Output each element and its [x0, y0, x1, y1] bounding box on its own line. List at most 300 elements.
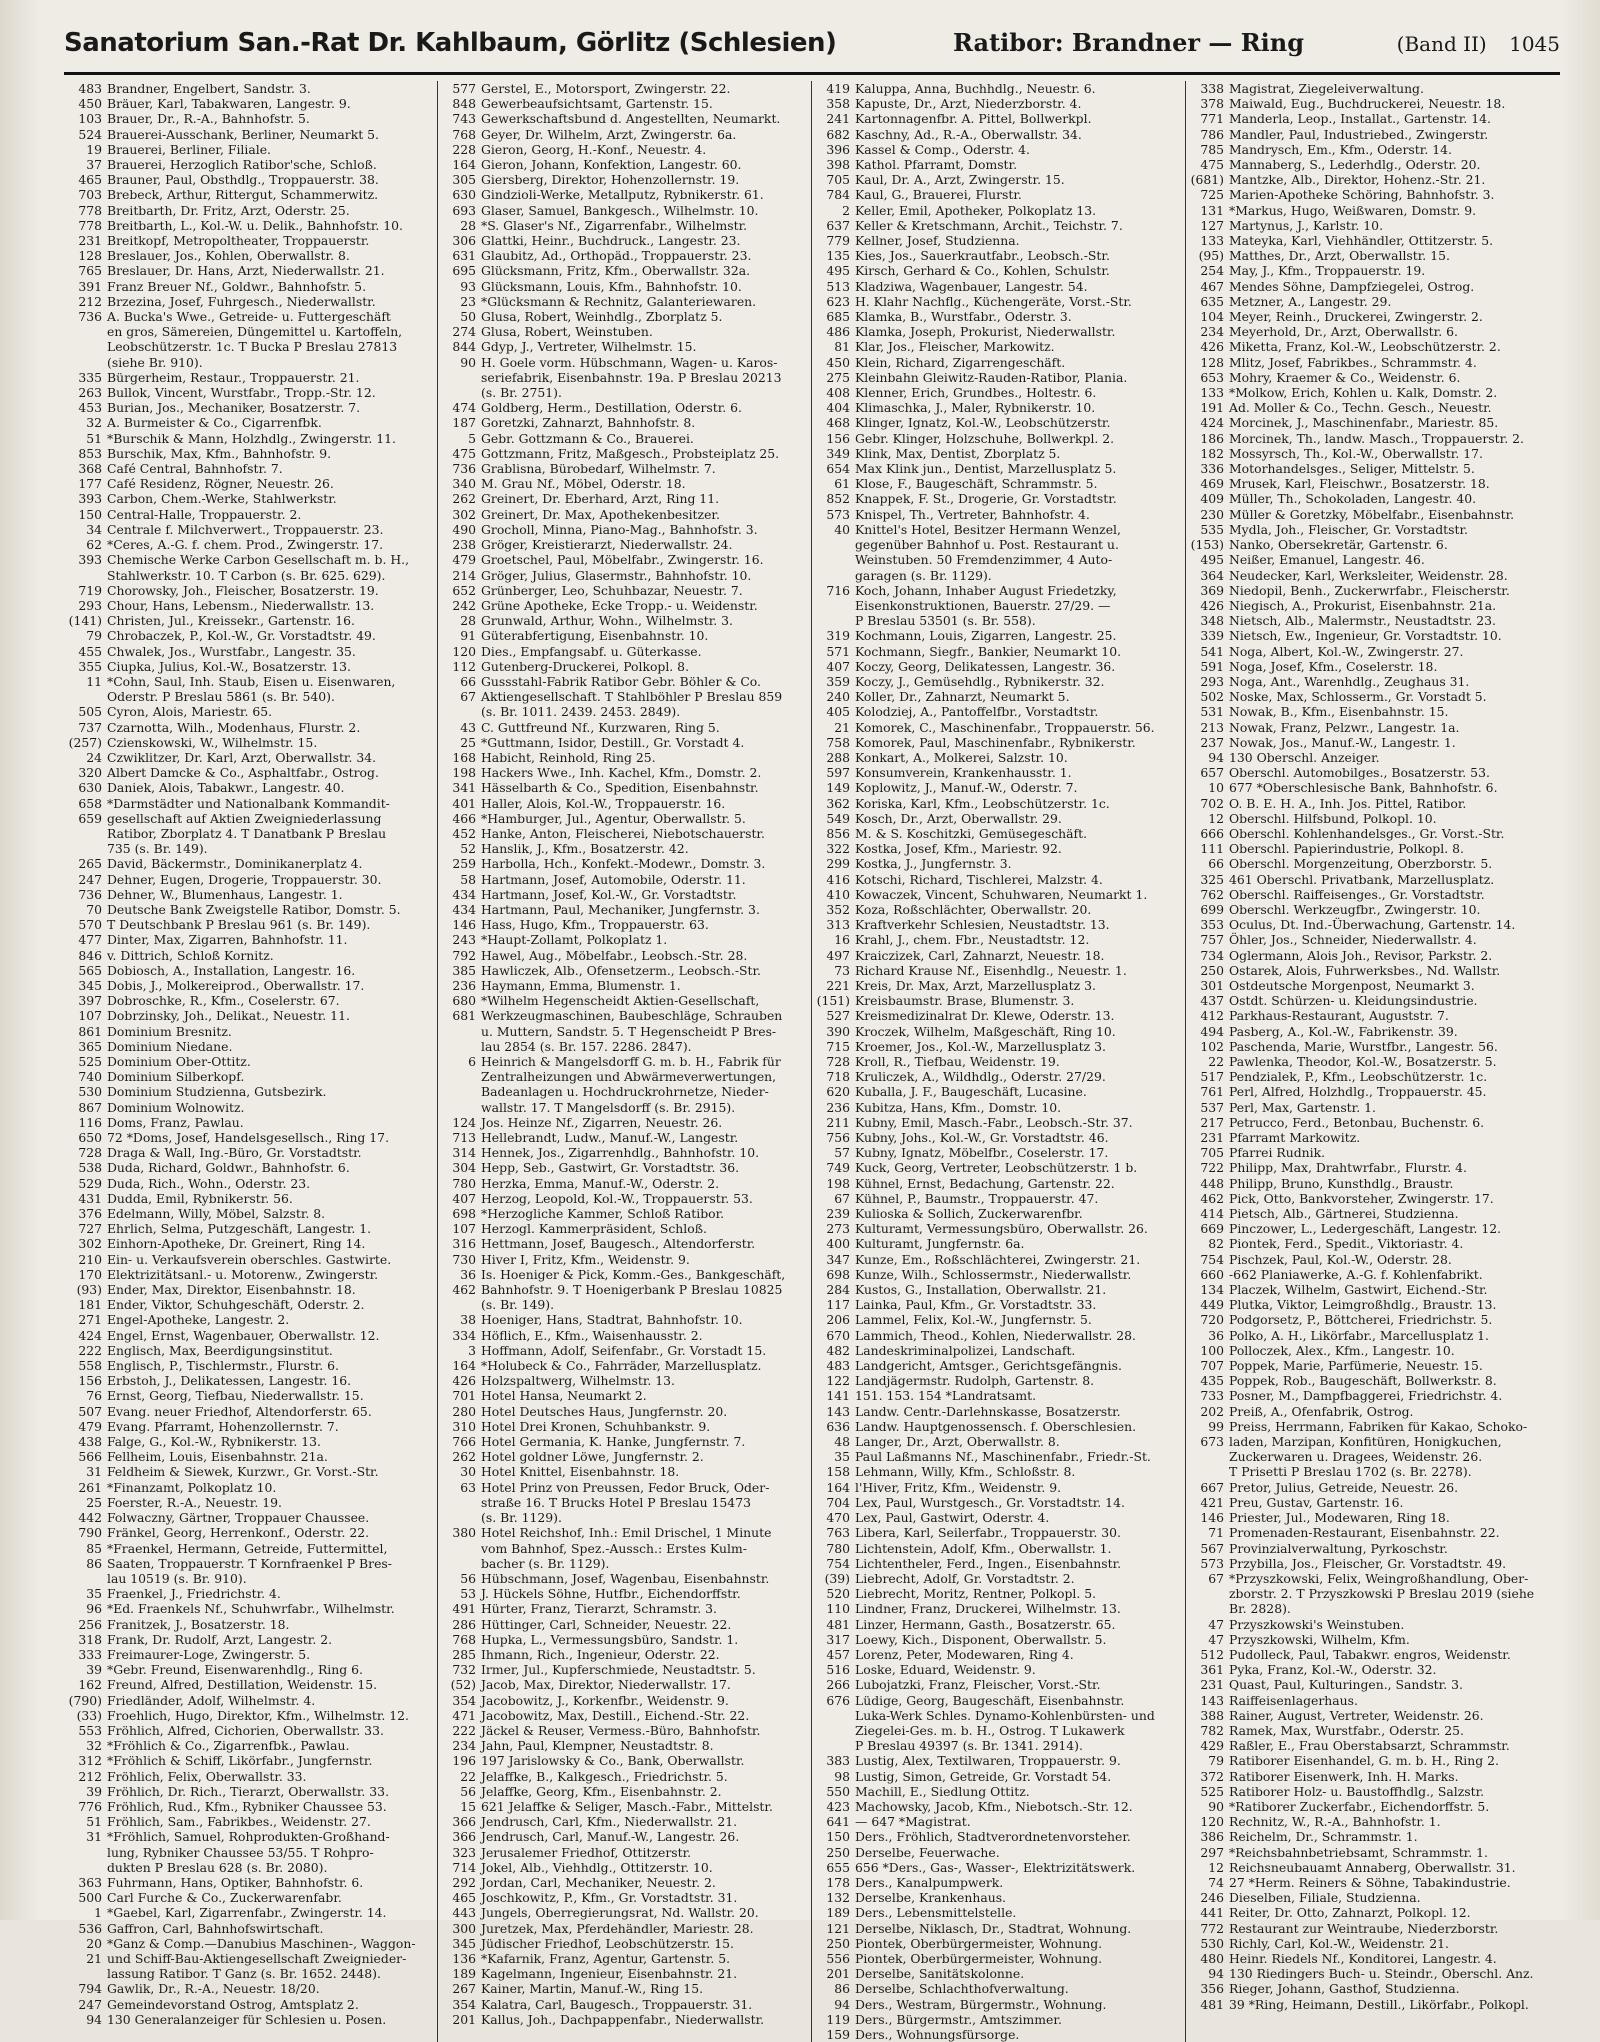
phone-number: 354: [452, 1692, 476, 1708]
directory-entry: [816, 1905, 1179, 1920]
entry-text: Greinert, Dr. Eberhard, Arzt, Ring 11.: [481, 491, 720, 507]
phone-number: 79: [86, 628, 102, 644]
directory-entry: [816, 613, 1179, 628]
phone-number: (93): [76, 1282, 102, 1298]
directory-entry: [68, 1708, 431, 1723]
directory-entry: [816, 735, 1179, 750]
entry-text: Dinter, Max, Zigarren, Bahnhofstr. 11.: [107, 932, 348, 948]
entry-text: Restaurant zur Weintraube, Niederzborstr.: [1229, 1920, 1499, 1936]
entry-text: Nowak, Jos., Manuf.-W., Langestr. 1.: [1229, 734, 1456, 750]
entry-text: Kraftverkehr Schlesien, Neustadtstr. 13.: [855, 917, 1110, 933]
directory-entry: [816, 324, 1179, 339]
directory-entry: [816, 1966, 1179, 1981]
directory-columns: [64, 81, 1560, 2042]
entry-text: Gewerkschaftsbund d. Angestellten, Neumarkt.: [481, 111, 781, 127]
phone-number: 306: [452, 233, 476, 249]
phone-number: 778: [78, 202, 102, 218]
directory-entry: [442, 598, 805, 613]
directory-entry: [816, 1981, 1179, 1996]
directory-entry: [442, 796, 805, 811]
entry-text: Plutka, Viktor, Leimgroßhdlg., Braustr. 13.: [1229, 1297, 1497, 1313]
directory-entry: [816, 1312, 1179, 1327]
phone-number: 52: [460, 841, 476, 857]
entry-text: Hotel Drei Kronen, Schuhbankstr. 9.: [481, 1418, 711, 1434]
directory-entry: [1190, 1541, 1554, 1556]
directory-entry: [68, 339, 431, 354]
phone-number: 636: [826, 1418, 850, 1434]
directory-entry: [68, 1753, 431, 1768]
directory-entry: [442, 1434, 805, 1449]
phone-number: 273: [826, 1221, 850, 1237]
directory-entry: [1190, 765, 1554, 780]
directory-entry: [442, 324, 805, 339]
phone-number: 368: [78, 461, 102, 477]
entry-text: Oderstr. P Breslau 5861 (s. Br. 540).: [107, 689, 335, 705]
entry-text: Grunwald, Arthur, Wohn., Wilhelmstr. 3.: [481, 613, 733, 629]
phone-number: 393: [78, 491, 102, 507]
phone-number: 761: [1200, 1084, 1224, 1100]
entry-text: gegenüber Bahnhof u. Post. Restaurant u.: [855, 537, 1119, 553]
directory-entry: [1190, 1708, 1554, 1723]
directory-entry: [1190, 203, 1554, 218]
entry-text: P Breslau 49397 (s. Br. 1341. 2914).: [855, 1738, 1083, 1754]
entry-text: Metzner, A., Langestr. 29.: [1229, 293, 1392, 309]
entry-text: Czienskowski, W., Wilhelmstr. 15.: [107, 734, 318, 750]
phone-number: 246: [1200, 1890, 1224, 1906]
phone-number: 699: [1200, 901, 1224, 917]
directory-entry: [68, 461, 431, 476]
phone-number: 765: [78, 263, 102, 279]
directory-entry: [442, 1647, 805, 1662]
phone-number: 168: [452, 749, 476, 765]
directory-entry: [68, 978, 431, 993]
phone-number: 362: [826, 795, 850, 811]
phone-number: 40: [834, 521, 850, 537]
directory-entry: [1190, 1236, 1554, 1251]
phone-number: 655: [826, 1859, 850, 1875]
phone-number: 780: [826, 1540, 850, 1556]
directory-entry: [68, 1890, 431, 1905]
directory-entry: [1190, 1662, 1554, 1677]
phone-number: 794: [78, 1981, 102, 1997]
entry-text: Is. Hoeniger & Pick, Komm.-Ges., Bankgeschäft,: [481, 1266, 786, 1282]
phone-number: 43: [460, 719, 476, 735]
phone-number: 67: [834, 1190, 850, 1206]
directory-entry: [1190, 1282, 1554, 1297]
entry-text: Oglermann, Alois Joh., Revisor, Parkstr. 2.: [1229, 947, 1493, 963]
phone-number: 34: [86, 521, 102, 537]
phone-number: 630: [452, 187, 476, 203]
phone-number: 388: [1200, 1707, 1224, 1723]
phone-number: 695: [452, 263, 476, 279]
directory-entry: [816, 674, 1179, 689]
phone-number: 481: [826, 1616, 850, 1632]
phone-number: 67: [460, 689, 476, 705]
directory-entry: [816, 628, 1179, 643]
phone-number: 313: [826, 917, 850, 933]
phone-number: 94: [86, 2011, 102, 2027]
phone-number: 782: [1200, 1722, 1224, 1738]
directory-entry: [1190, 1328, 1554, 1343]
entry-text: Hawliczek, Alb., Ofensetzerm., Leobsch.-Str.: [481, 962, 761, 978]
directory-entry: [442, 963, 805, 978]
entry-text: Central-Halle, Troppauerstr. 2.: [107, 506, 302, 522]
phone-number: 404: [826, 400, 850, 416]
phone-number: 149: [826, 780, 850, 796]
phone-number: 768: [452, 1631, 476, 1647]
entry-text: Harbolla, Hch., Konfekt.-Modewr., Domstr. 3.: [481, 856, 766, 872]
phone-number: 571: [826, 643, 850, 659]
entry-text: Kroemer, Jos., Kol.-W., Marzellusplatz 3.: [855, 1038, 1106, 1054]
phone-number: 673: [1200, 1434, 1224, 1450]
directory-entry: [816, 1373, 1179, 1388]
directory-entry: [442, 704, 805, 719]
directory-entry: [816, 1632, 1179, 1647]
phone-number: 481: [1200, 1996, 1224, 2012]
directory-entry: [442, 1799, 805, 1814]
directory-entry: [816, 142, 1179, 157]
directory-entry: [68, 598, 431, 613]
directory-entry: [68, 1145, 431, 1160]
entry-text: *Darmstädter und Nationalbank Kommandit-: [107, 795, 390, 811]
phone-number: 99: [1208, 1418, 1224, 1434]
directory-entry: [68, 96, 431, 111]
phone-number: 128: [78, 248, 102, 264]
phone-number: 530: [1200, 1935, 1224, 1951]
directory-entry: [68, 1677, 431, 1692]
directory-entry: [816, 1845, 1179, 1860]
directory-entry: [816, 1328, 1179, 1343]
directory-entry: [1190, 1677, 1554, 1692]
entry-text: Goldberg, Herm., Destillation, Oderstr. 6.: [481, 400, 742, 416]
phone-number: 341: [452, 780, 476, 796]
entry-text: Ender, Viktor, Schuhgeschäft, Oderstr. 2.: [107, 1297, 365, 1313]
phone-number: [68, 1571, 107, 1586]
phone-number: [68, 689, 107, 704]
entry-text: l'Hiver, Fritz, Kfm., Weidenstr. 9.: [855, 1479, 1062, 1495]
phone-number: 701: [452, 1388, 476, 1404]
phone-number: 772: [1200, 1920, 1224, 1936]
phone-number: 361: [1200, 1662, 1224, 1678]
phone-number: 386: [1200, 1829, 1224, 1845]
entry-text: M. & S. Koschitzki, Gemüsegeschäft.: [855, 825, 1088, 841]
entry-text: garagen (s. Br. 1129).: [855, 567, 992, 583]
directory-entry: [442, 1921, 805, 1936]
phone-number: 317: [826, 1631, 850, 1647]
directory-entry: [68, 1784, 431, 1799]
entry-text: Kochmann, Louis, Zigarren, Langestr. 25.: [855, 628, 1117, 644]
entry-text: Breitbarth, L., Kol.-W. u. Delik., Bahnhofstr. 10.: [107, 217, 403, 233]
phone-number: 12: [1208, 810, 1224, 826]
entry-text: Noga, Josef, Kfm., Coselerstr. 18.: [1229, 658, 1438, 674]
entry-text: Heinrich & Mangelsdorff G. m. b. H., Fabrik für: [481, 1054, 781, 1069]
phone-number: 682: [826, 126, 850, 142]
entry-text: Klamka, B., Wurstfabr., Oderstr. 3.: [855, 309, 1072, 325]
entry-text: Philipp, Max, Drahtwrfabr., Flurstr. 4.: [1229, 1160, 1467, 1176]
directory-entry: [68, 415, 431, 430]
directory-entry: [1190, 1753, 1554, 1768]
phone-number: 527: [826, 1008, 850, 1024]
entry-text: Jelaffke, Georg, Kfm., Eisenbahnstr. 2.: [481, 1783, 722, 1799]
phone-number: 275: [826, 369, 850, 385]
entry-text: Franz Breuer Nf., Goldwr., Bahnhofstr. 5.: [107, 278, 367, 294]
phone-number: 637: [826, 217, 850, 233]
entry-text: Brauerei, Herzoglich Ratibor'sche, Schloß.: [107, 157, 377, 173]
phone-number: 728: [78, 1145, 102, 1161]
entry-text: Kochmann, Siegfr., Bankier, Neumarkt 10.: [855, 643, 1122, 659]
entry-text: Öhler, Jos., Schneider, Niederwallstr. 4.: [1229, 932, 1477, 948]
directory-entry: [1190, 111, 1554, 126]
directory-entry: [68, 157, 431, 172]
entry-text: *Glücksmann & Rechnitz, Galanteriewaren.: [481, 293, 757, 309]
entry-text: Duda, Rich., Wohn., Oderstr. 23.: [107, 1175, 311, 1191]
entry-text: Kowaczek, Vincent, Schuhwaren, Neumarkt 1.: [855, 886, 1148, 902]
entry-text: Lüdige, Georg, Baugeschäft, Eisenbahnstr.: [855, 1692, 1125, 1708]
entry-text: Derselbe, Schlachthofverwaltung.: [855, 1981, 1069, 1997]
phone-number: 122: [826, 1373, 850, 1389]
directory-entry: [68, 218, 431, 233]
entry-text: Dies., Empfangsabf. u. Güterkasse.: [481, 643, 702, 659]
phone-number: [816, 598, 855, 613]
directory-entry: [816, 491, 1179, 506]
directory-entry: [68, 644, 431, 659]
directory-entry: [68, 1799, 431, 1814]
entry-text: Jendrusch, Carl, Kfm., Niederwallstr. 21.: [481, 1814, 738, 1830]
directory-entry: [1190, 1936, 1554, 1951]
directory-entry: [1190, 887, 1554, 902]
directory-entry: [68, 1525, 431, 1540]
phone-number: 212: [78, 1768, 102, 1784]
phone-number: 530: [78, 1084, 102, 1100]
directory-entry: [1190, 1769, 1554, 1784]
directory-entry: [442, 157, 805, 172]
entry-text: Freund, Alfred, Destillation, Weidenstr. 15.: [107, 1677, 378, 1693]
phone-number: 178: [826, 1874, 850, 1890]
entry-text: *Ed. Fraenkels Nf., Schuhwrfabr., Wilhelmstr.: [107, 1601, 395, 1617]
directory-entry: [442, 385, 805, 400]
phone-number: 722: [1200, 1160, 1224, 1176]
entry-text: Chwalek, Jos., Wurstfabr., Langestr. 35.: [107, 643, 356, 659]
directory-entry: [1190, 263, 1554, 278]
directory-entry: [816, 1510, 1179, 1525]
entry-text: Franitzek, J., Bosatzerstr. 18.: [107, 1616, 290, 1632]
entry-text: Libera, Karl, Seilerfabr., Troppauerstr. 30.: [855, 1525, 1121, 1541]
phone-number: 856: [826, 825, 850, 841]
directory-entry: [442, 279, 805, 294]
phone-number: 491: [452, 1601, 476, 1617]
directory-entry: [816, 993, 1179, 1008]
phone-number: 537: [1200, 1099, 1224, 1115]
directory-entry: [442, 1571, 805, 1586]
directory-entry: [442, 1054, 805, 1069]
entry-text: Klose, F., Baugeschäft, Schrammstr. 5.: [855, 476, 1098, 492]
entry-text: Richly, Carl, Kol.-W., Weidenstr. 21.: [1229, 1935, 1449, 1951]
directory-entry: [816, 765, 1179, 780]
directory-entry: [1190, 1647, 1554, 1662]
entry-text: Knispel, Th., Vertreter, Bahnhofstr. 4.: [855, 506, 1090, 522]
entry-text: *Burschik & Mann, Holzhdlg., Zwingerstr. 11.: [107, 430, 396, 446]
phone-number: 401: [452, 795, 476, 811]
entry-text: Bahnhofstr. 9. T Hoenigerbank P Breslau 10825: [481, 1282, 783, 1298]
phone-number: 150: [78, 506, 102, 522]
directory-entry: [68, 279, 431, 294]
directory-entry: [68, 1541, 431, 1556]
phone-number: 112: [452, 658, 476, 674]
directory-entry: [68, 1297, 431, 1312]
entry-text: Lubojatzki, Franz, Fleischer, Vorst.-Str.: [855, 1677, 1101, 1693]
phone-number: 94: [1208, 749, 1224, 765]
phone-number: 71: [1208, 1525, 1224, 1541]
directory-entry: [442, 1510, 805, 1525]
directory-entry: [1190, 537, 1554, 552]
entry-text: Evang. Pfarramt, Hohenzollernstr. 7.: [107, 1418, 339, 1434]
phone-number: 19: [86, 141, 102, 157]
directory-entry: [68, 1388, 431, 1403]
phone-number: 93: [460, 278, 476, 294]
entry-text: Jerusalemer Friedhof, Ottitzerstr.: [481, 1844, 692, 1860]
phone-number: [816, 537, 855, 552]
phone-number: 736: [78, 309, 102, 325]
entry-text: wallstr. 17. T Mangelsdorff (s. Br. 2915).: [481, 1099, 736, 1115]
phone-number: 442: [78, 1510, 102, 1526]
phone-number: 705: [826, 172, 850, 188]
directory-entry: [68, 111, 431, 126]
entry-text: Fröhlich, Sam., Fabrikbes., Weidenstr. 27.: [107, 1814, 371, 1830]
directory-entry: [442, 1662, 805, 1677]
phone-number: 334: [452, 1327, 476, 1343]
phone-number: 302: [78, 1236, 102, 1252]
entry-text: Landw. Hauptgenossensch. f. Oberschlesien.: [855, 1418, 1137, 1434]
entry-text: Krahl, J., chem. Fbr., Neustadtstr. 12.: [855, 932, 1090, 948]
entry-text: Kubitza, Hans, Kfm., Domstr. 10.: [855, 1099, 1062, 1115]
entry-text: Kaluppa, Anna, Buchhdlg., Neuestr. 6.: [855, 81, 1096, 96]
phone-number: [816, 1708, 855, 1723]
directory-entry: [1190, 598, 1554, 613]
phone-number: 383: [826, 1753, 850, 1769]
entry-text: und Schiff-Bau-Aktiengesellschaft Zweignieder-: [107, 1950, 407, 1966]
phone-number: 577: [452, 81, 476, 96]
directory-entry: [816, 127, 1179, 142]
entry-text: Hepp, Seb., Gastwirt, Gr. Vorstadtstr. 36.: [481, 1160, 740, 1176]
entry-text: Ramek, Max, Wurstfabr., Oderstr. 25.: [1229, 1722, 1464, 1738]
phone-number: 685: [826, 309, 850, 325]
directory-entry: [816, 157, 1179, 172]
directory-entry: [68, 1176, 431, 1191]
entry-text: Höflich, E., Kfm., Waisenhausstr. 2.: [481, 1327, 703, 1343]
entry-text: Mandrysch, Em., Kfm., Oderstr. 14.: [1229, 141, 1452, 157]
phone-number: 713: [452, 1130, 476, 1146]
phone-number: 162: [78, 1677, 102, 1693]
entry-text: Centrale f. Milchverwert., Troppauerstr. 23.: [107, 521, 384, 537]
entry-text: Hotel goldner Löwe, Jungfernstr. 2.: [481, 1449, 704, 1465]
entry-text: 735 (s. Br. 149).: [107, 841, 208, 857]
phone-number: 553: [78, 1722, 102, 1738]
directory-entry: [816, 720, 1179, 735]
phone-number: 421: [1200, 1494, 1224, 1510]
phone-number: 259: [452, 856, 476, 872]
phone-number: [68, 841, 107, 856]
entry-text: Gewerbeaufsichtsamt, Gartenstr. 15.: [481, 96, 713, 112]
phone-number: [1190, 1464, 1229, 1479]
entry-text: Polko, A. H., Likörfabr., Marcellusplatz 1.: [1229, 1327, 1489, 1343]
entry-text: Mlitz, Josef, Fabrikbes., Schrammstr. 4.: [1229, 354, 1477, 370]
directory-entry: [68, 1343, 431, 1358]
phone-number: 364: [1200, 567, 1224, 583]
phone-number: (153): [1190, 537, 1224, 553]
phone-number: 5: [468, 430, 476, 446]
phone-number: 201: [826, 1966, 850, 1982]
phone-number: 221: [826, 977, 850, 993]
phone-number: 30: [460, 1464, 476, 1480]
phone-number: [68, 1966, 107, 1981]
directory-entry: [442, 355, 805, 370]
directory-entry: [816, 856, 1179, 871]
entry-text: vom Bahnhof, Spez.-Aussch.: Erstes Kulm-: [481, 1540, 747, 1556]
phone-number: 512: [1200, 1646, 1224, 1662]
entry-text: Daniek, Alois, Tabakwr., Langestr. 40.: [107, 780, 345, 796]
directory-entry: [68, 887, 431, 902]
directory-entry: [816, 309, 1179, 324]
phone-number: 250: [1200, 962, 1224, 978]
phone-number: 475: [1200, 157, 1224, 173]
directory-entry: [68, 203, 431, 218]
directory-entry: [816, 385, 1179, 400]
directory-entry: [68, 796, 431, 811]
entry-text: Güterabfertigung, Eisenbahnstr. 10.: [481, 628, 709, 644]
entry-text: Hartmann, Josef, Automobile, Oderstr. 11.: [481, 871, 746, 887]
entry-text: Gaffron, Carl, Bahnhofswirtschaft.: [107, 1920, 324, 1936]
entry-text: Freimaurer-Loge, Zwingerstr. 5.: [107, 1646, 311, 1662]
phone-number: 170: [78, 1266, 102, 1282]
directory-entry: [1190, 1054, 1554, 1069]
phone-number: 734: [1200, 947, 1224, 963]
directory-entry: [816, 750, 1179, 765]
directory-entry: [1190, 1845, 1554, 1860]
phone-number: 22: [1208, 1054, 1224, 1069]
directory-entry: [442, 872, 805, 887]
entry-text: Czwiklitzer, Dr. Karl, Arzt, Oberwallstr. 34.: [107, 749, 377, 765]
phone-number: 82: [1208, 1236, 1224, 1252]
entry-text: -662 Planiawerke, A.-G. f. Kohlenfabrikt.: [1229, 1266, 1483, 1282]
entry-text: Neudecker, Karl, Werksleiter, Weidenstr. 28.: [1229, 567, 1508, 583]
phone-number: 573: [1200, 1555, 1224, 1571]
entry-text: Mandler, Paul, Industriebed., Zwingerstr.: [1229, 126, 1489, 142]
phone-number: 90: [460, 354, 476, 370]
entry-text: Fröhlich, Rud., Kfm., Rybniker Chaussee 53.: [107, 1798, 387, 1814]
phone-number: 443: [452, 1905, 476, 1921]
entry-text: Pietsch, Alb., Gärtnerei, Studzienna.: [1229, 1206, 1459, 1222]
entry-text: Czarnotta, Wilh., Modenhaus, Flurstr. 2.: [107, 719, 361, 735]
phone-number: 658: [78, 795, 102, 811]
phone-number: 21: [86, 1950, 102, 1966]
directory-entry: [68, 704, 431, 719]
entry-text: Klinger, Ignatz, Kol.-W., Leobschützerstr.: [855, 415, 1111, 431]
directory-entry: [816, 1206, 1179, 1221]
directory-entry: [442, 2012, 805, 2027]
phone-number: 474: [452, 400, 476, 416]
directory-entry: [1190, 81, 1554, 96]
phone-number: 429: [1200, 1738, 1224, 1754]
entry-text: Saaten, Troppauerstr. T Kornfraenkel P Bres-: [107, 1555, 392, 1571]
entry-text: Hellebrandt, Ludw., Manuf.-W., Langestr.: [481, 1130, 739, 1146]
directory-entry: [816, 780, 1179, 795]
phone-number: 714: [452, 1859, 476, 1875]
entry-text: Klimaschka, J., Maler, Rybnikerstr. 10.: [855, 400, 1096, 416]
directory-entry: [1190, 1069, 1554, 1084]
entry-text: Poppek, Marie, Parfümerie, Neuestr. 15.: [1229, 1358, 1483, 1374]
directory-entry: [68, 1160, 431, 1175]
directory-entry: [816, 1647, 1179, 1662]
